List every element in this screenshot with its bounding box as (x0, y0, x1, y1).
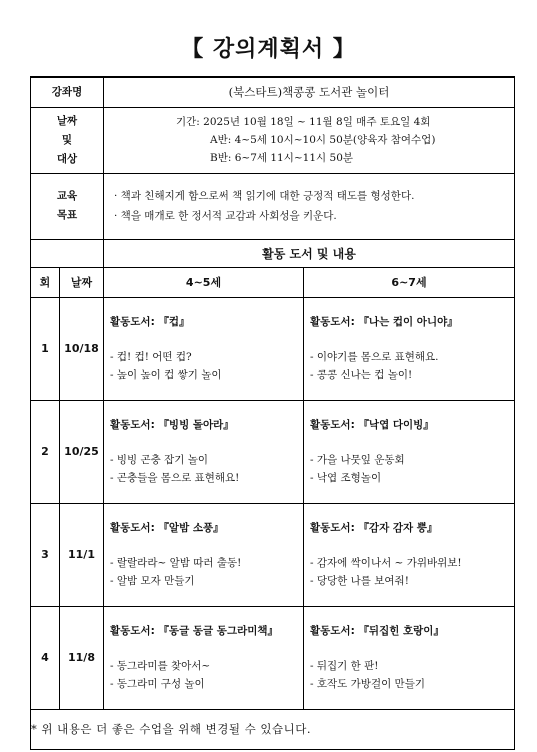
session-row (31, 606, 515, 709)
activity-item: - 빙빙 곤충 잡기 놀이 (110, 453, 209, 466)
activity-book: 활동도서: 『빙빙 돌아라』 (110, 418, 234, 431)
group-b-cell (304, 606, 515, 709)
session-row (31, 400, 515, 503)
session-column-header: 회 (31, 267, 60, 297)
schedule-row (31, 107, 515, 173)
group-a-column-header: 4~5세 (104, 267, 304, 297)
schedule-class-a: A반: 4~5세 10시~10시 50분(양육자 참여수업) (210, 134, 436, 146)
schedule-details (104, 107, 515, 173)
group-b-cell (304, 297, 515, 400)
activity-book: 활동도서: 『컵』 (110, 315, 190, 328)
goals-row (31, 173, 515, 239)
session-date: 11/1 (60, 503, 104, 606)
column-header-row (31, 267, 515, 297)
activity-item: - 랄랄라라~ 알밤 따러 출동! (110, 556, 242, 569)
group-b-cell (304, 503, 515, 606)
session-date: 10/25 (60, 400, 104, 503)
session-number: 3 (31, 503, 60, 606)
activity-item: - 호작도 가방걸이 만들기 (310, 677, 425, 690)
activity-item: - 이야기를 몸으로 표현해요. (310, 350, 439, 363)
schedule-period: 기간: 2025년 10월 18일 ~ 11월 8일 매주 토요일 4회 (176, 116, 431, 128)
activity-item: - 곤충들을 몸으로 표현해요! (110, 471, 240, 484)
activity-header: 활동 도서 및 내용 (104, 239, 515, 267)
course-label: 강좌명 (31, 77, 104, 107)
goal-item: · 책을 매개로 한 정서적 교감과 사회성을 키운다. (114, 210, 337, 222)
session-date: 11/8 (60, 606, 104, 709)
schedule-label: 날짜 및 대상 (31, 107, 104, 173)
activity-item: - 컵! 컵! 어떤 컵? (110, 350, 192, 363)
session-number: 4 (31, 606, 60, 709)
activity-item: - 높이 높이 컵 쌓기 놀이 (110, 368, 222, 381)
activity-book: 활동도서: 『동글 동글 동그라미책』 (110, 624, 279, 637)
lecture-plan-table (30, 76, 515, 750)
activity-book: 활동도서: 『나는 컵이 아니야』 (310, 315, 458, 328)
activity-book: 활동도서: 『알밤 소풍』 (110, 521, 224, 534)
activity-book: 활동도서: 『낙엽 다이빙』 (310, 418, 434, 431)
course-name: (북스타트)책콩콩 도서관 놀이터 (104, 77, 515, 107)
activity-item: - 낙엽 조형놀이 (310, 471, 382, 484)
activity-header-row (31, 239, 515, 267)
date-column-header: 날짜 (60, 267, 104, 297)
group-a-cell (104, 503, 304, 606)
goals-content (104, 173, 515, 239)
session-row (31, 297, 515, 400)
activity-item: - 뒤집기 한 판! (310, 659, 379, 672)
group-b-column-header: 6~7세 (304, 267, 515, 297)
schedule-class-b: B반: 6~7세 11시~11시 50분 (210, 152, 354, 164)
activity-item: - 동그라미를 찾아서~ (110, 659, 211, 672)
empty-cell (31, 239, 104, 267)
group-b-cell (304, 400, 515, 503)
goal-item: · 책과 친해지게 함으로써 책 읽기에 대한 긍정적 태도를 형성한다. (114, 190, 415, 202)
session-date: 10/18 (60, 297, 104, 400)
activity-item: - 알밤 모자 만들기 (110, 574, 195, 587)
course-row (31, 77, 515, 107)
activity-item: - 가을 나뭇잎 운동회 (310, 453, 405, 466)
activity-book: 활동도서: 『뒤집힌 호랑이』 (310, 624, 444, 637)
activity-item: - 동그라미 구성 놀이 (110, 677, 205, 690)
notice-row (31, 709, 515, 749)
group-a-cell (104, 400, 304, 503)
group-a-cell (104, 606, 304, 709)
document-title: 【 강의계획서 】 (181, 37, 356, 62)
session-number: 1 (31, 297, 60, 400)
activity-item: - 콩콩 신나는 컵 놀이! (310, 368, 413, 381)
activity-book: 활동도서: 『감자 감자 뿡』 (310, 521, 438, 534)
activity-item: - 당당한 나를 보여줘! (310, 574, 409, 587)
activity-item: - 감자에 싹이나서 ~ 가위바위보! (310, 556, 462, 569)
goals-label: 교육 목표 (31, 173, 104, 239)
change-notice: * 위 내용은 더 좋은 수업을 위해 변경될 수 있습니다. (31, 709, 515, 749)
group-a-cell (104, 297, 304, 400)
session-row (31, 503, 515, 606)
session-number: 2 (31, 400, 60, 503)
